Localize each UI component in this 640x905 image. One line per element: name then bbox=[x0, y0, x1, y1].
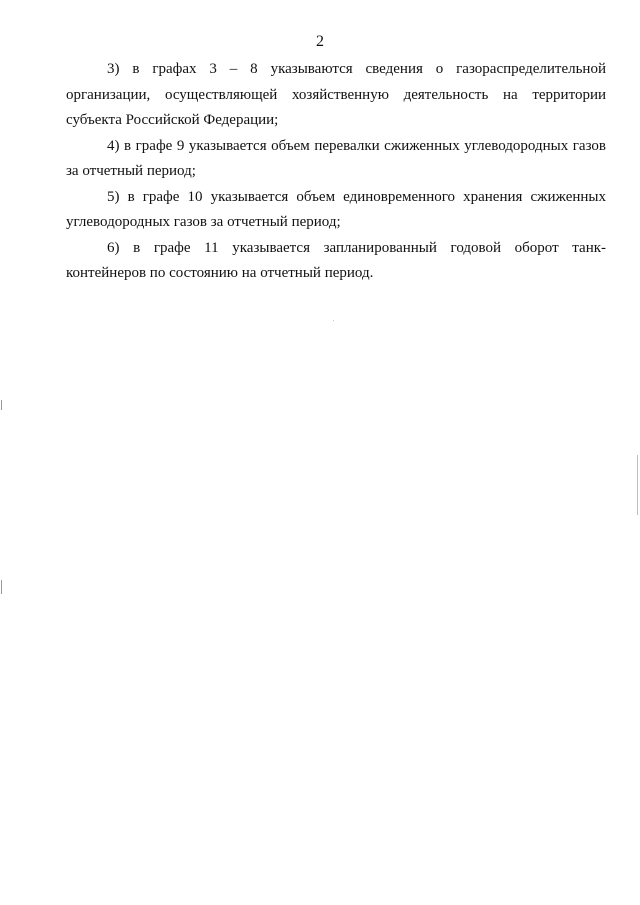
scan-edge-mark bbox=[1, 580, 2, 594]
paragraph-line: контейнеров по состоянию на отчетный период. bbox=[66, 265, 374, 281]
paragraph-line: 5) в графе 10 указывается объем единовременного хранения сжиженных bbox=[107, 188, 606, 205]
scan-speck bbox=[333, 320, 334, 321]
paragraph-item-4 bbox=[66, 134, 606, 185]
paragraph-line: организации, осуществляющей хозяйственную деятельность на территории bbox=[66, 86, 606, 103]
paragraph-line: за отчетный период; bbox=[66, 163, 196, 179]
paragraph-item-6 bbox=[66, 236, 606, 287]
page-number: 2 bbox=[316, 33, 324, 50]
paragraph-item-3 bbox=[66, 57, 606, 134]
paragraph-line: углеводородных газов за отчетный период; bbox=[66, 214, 341, 230]
paragraph-line: 4) в графе 9 указывается объем перевалки сжиженных углеводородных газов bbox=[107, 137, 606, 154]
paragraph-line: 6) в графе 11 указывается запланированный годовой оборот танк- bbox=[107, 239, 606, 256]
scan-edge-mark bbox=[637, 455, 638, 515]
paragraph-line: 3) в графах 3 – 8 указываются сведения о газораспределительной bbox=[107, 61, 606, 77]
paragraph-line: субъекта Российской Федерации; bbox=[66, 112, 279, 128]
scan-edge-mark bbox=[1, 400, 2, 410]
paragraph-item-5 bbox=[66, 185, 606, 236]
document-body bbox=[66, 57, 606, 287]
